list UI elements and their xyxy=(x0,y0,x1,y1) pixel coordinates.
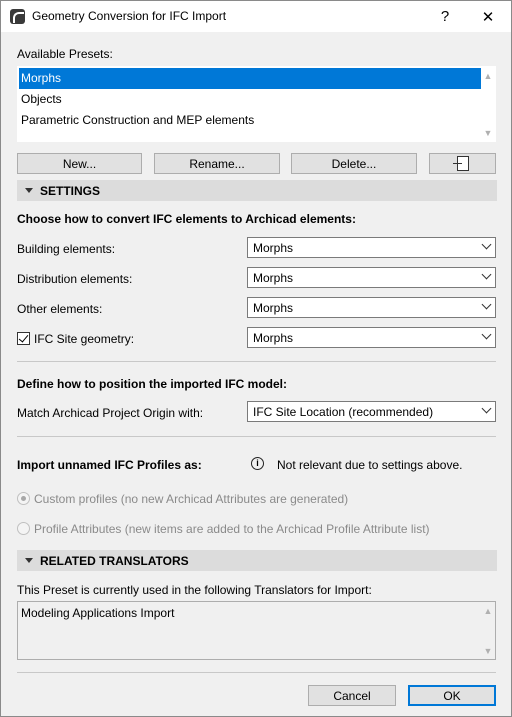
profiles-heading: Import unnamed IFC Profiles as: xyxy=(17,458,202,472)
building-elements-label: Building elements: xyxy=(17,242,116,256)
chevron-down-icon xyxy=(482,240,492,250)
collapse-triangle-icon xyxy=(25,558,33,563)
scroll-up-icon[interactable]: ▲ xyxy=(483,606,493,616)
delete-preset-button[interactable]: Delete... xyxy=(291,153,417,174)
translator-item: Modeling Applications Import xyxy=(21,606,175,620)
convert-heading: Choose how to convert IFC elements to Archicad elements: xyxy=(17,212,356,226)
title-bar xyxy=(1,1,511,32)
other-elements-label: Other elements: xyxy=(17,302,103,316)
chevron-down-icon xyxy=(482,330,492,340)
scroll-down-icon[interactable]: ▼ xyxy=(483,128,493,138)
custom-profiles-radio[interactable] xyxy=(17,492,30,505)
export-preset-button[interactable] xyxy=(429,153,496,174)
chevron-down-icon xyxy=(482,300,492,310)
chevron-down-icon xyxy=(482,404,492,414)
position-heading: Define how to position the imported IFC model: xyxy=(17,377,287,391)
distribution-elements-select[interactable] xyxy=(247,267,496,288)
rename-preset-button[interactable]: Rename... xyxy=(154,153,280,174)
close-button[interactable]: ✕ xyxy=(481,8,495,26)
presets-list[interactable] xyxy=(17,66,496,142)
preset-item-objects[interactable]: Objects xyxy=(21,92,62,106)
new-preset-button[interactable]: New... xyxy=(17,153,142,174)
translators-header-label: RELATED TRANSLATORS xyxy=(40,554,189,568)
chevron-down-icon xyxy=(482,270,492,280)
other-elements-value: Morphs xyxy=(253,301,294,315)
translators-list[interactable] xyxy=(17,601,496,660)
profile-attributes-radio[interactable] xyxy=(17,522,30,535)
info-icon: i xyxy=(251,457,264,470)
profiles-info-text: Not relevant due to settings above. xyxy=(277,458,463,472)
building-elements-select[interactable] xyxy=(247,237,496,258)
ifc-site-geometry-checkbox[interactable] xyxy=(17,332,30,345)
ifc-site-geometry-label: IFC Site geometry: xyxy=(34,332,135,346)
ifc-site-geometry-select[interactable] xyxy=(247,327,496,348)
ok-button[interactable]: OK xyxy=(408,685,496,706)
collapse-triangle-icon xyxy=(25,188,33,193)
ifc-site-geometry-value: Morphs xyxy=(253,331,294,345)
export-icon xyxy=(457,156,469,171)
archicad-app-icon xyxy=(10,9,25,24)
related-translators-header[interactable] xyxy=(17,550,497,571)
preset-item-parametric[interactable]: Parametric Construction and MEP elements xyxy=(21,113,255,127)
project-origin-label: Match Archicad Project Origin with: xyxy=(17,406,204,420)
settings-section-header[interactable] xyxy=(17,180,497,201)
available-presets-label: Available Presets: xyxy=(17,47,113,61)
scroll-up-icon[interactable]: ▲ xyxy=(483,71,493,81)
settings-header-label: SETTINGS xyxy=(40,184,101,198)
distribution-elements-label: Distribution elements: xyxy=(17,272,133,286)
preset-item-morphs[interactable]: Morphs xyxy=(19,68,481,89)
project-origin-value: IFC Site Location (recommended) xyxy=(253,405,434,419)
project-origin-select[interactable] xyxy=(247,401,496,422)
scroll-down-icon[interactable]: ▼ xyxy=(483,646,493,656)
window-title: Geometry Conversion for IFC Import xyxy=(32,9,227,23)
help-button[interactable]: ? xyxy=(440,8,450,25)
custom-profiles-label: Custom profiles (no new Archicad Attributes are generated) xyxy=(34,492,349,506)
profile-attributes-label: Profile Attributes (new items are added to the Archicad Profile Attribute list) xyxy=(34,522,430,536)
translators-description: This Preset is currently used in the following Translators for Import: xyxy=(17,583,372,597)
cancel-button[interactable]: Cancel xyxy=(308,685,396,706)
separator xyxy=(17,361,496,362)
separator xyxy=(17,672,496,673)
separator xyxy=(17,436,496,437)
distribution-elements-value: Morphs xyxy=(253,271,294,285)
other-elements-select[interactable] xyxy=(247,297,496,318)
building-elements-value: Morphs xyxy=(253,241,294,255)
